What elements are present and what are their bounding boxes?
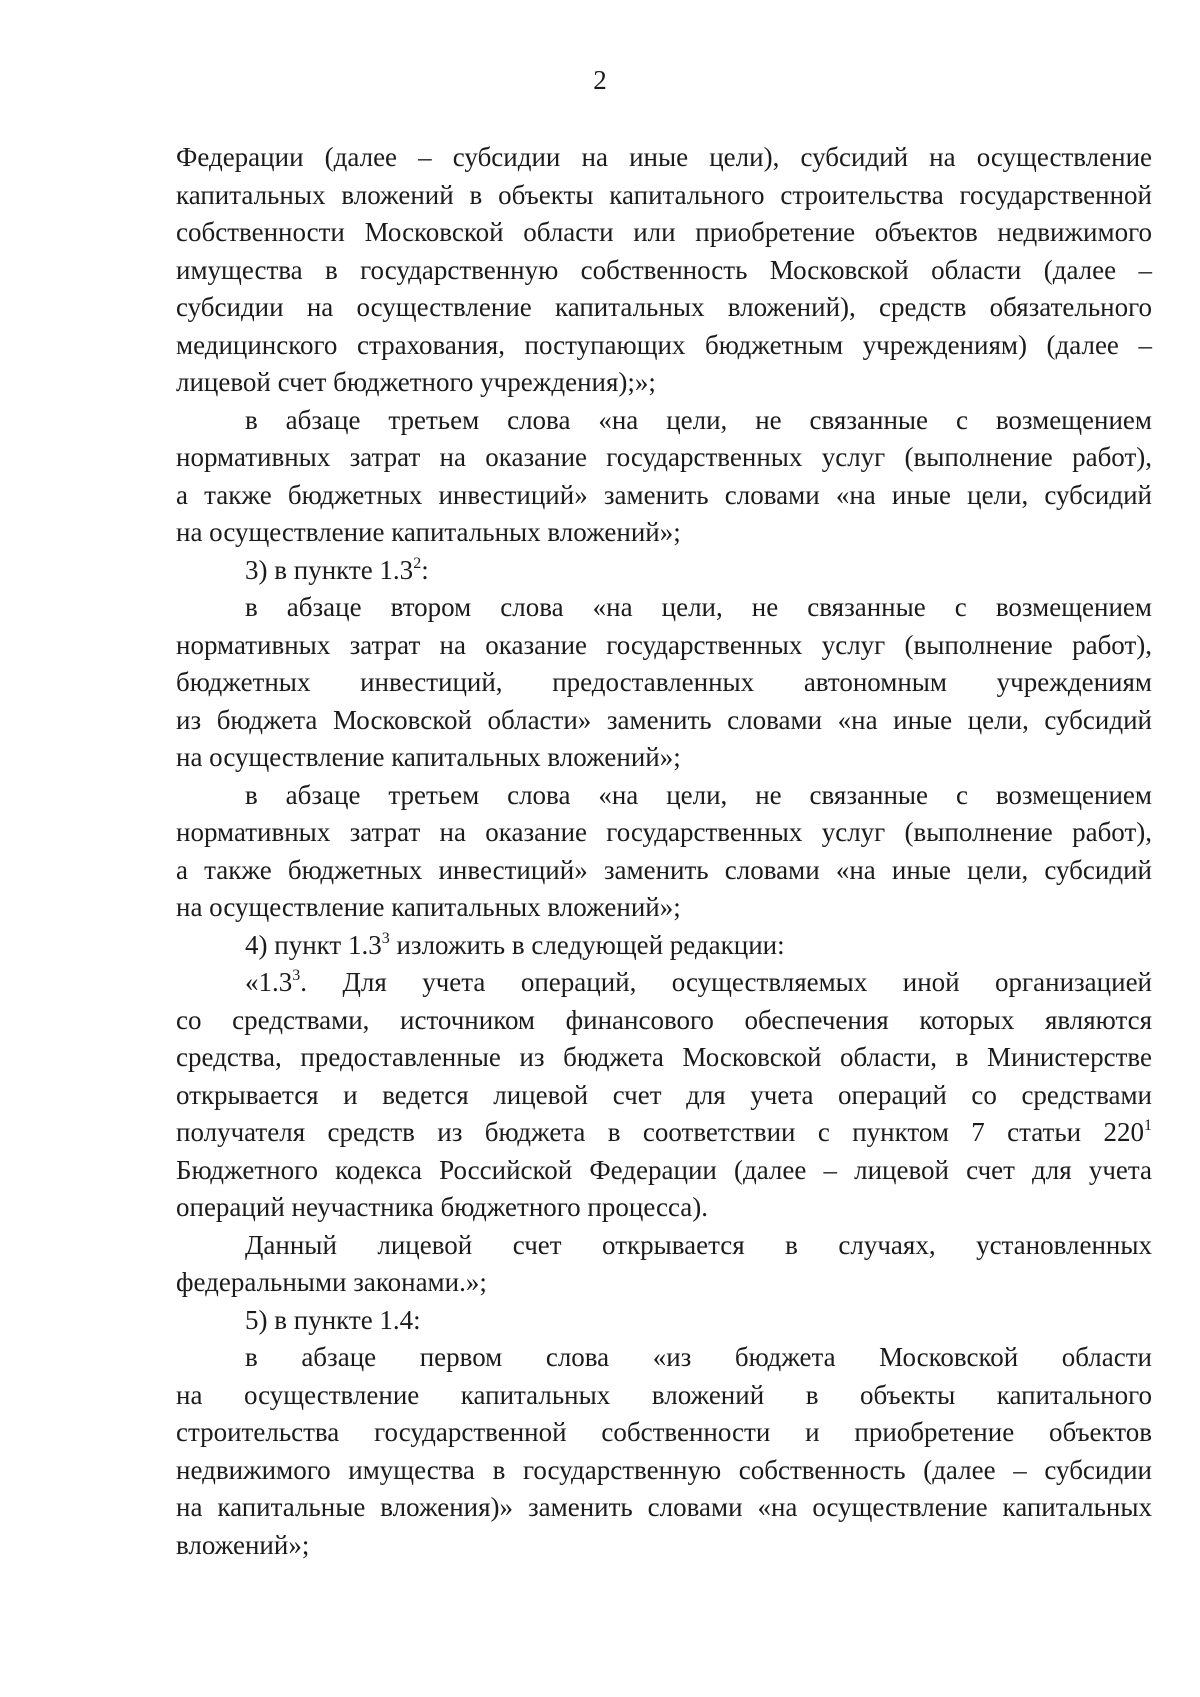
- text-line: [176, 589, 1152, 627]
- line-text: федеральными законами.»;: [176, 1267, 487, 1297]
- text-line: [176, 177, 1152, 215]
- text-line: [176, 1377, 1152, 1415]
- text-line: [176, 477, 1152, 515]
- text-line: [176, 1339, 1152, 1377]
- line-text: Данный лицевой счет открывается в случаях, установленных: [245, 1229, 1152, 1260]
- superscript: 1: [1144, 1117, 1152, 1134]
- text-line: [176, 402, 1152, 440]
- line-text: лицевой счет бюджетного учреждения);»;: [176, 367, 656, 397]
- line-text: имущества в государственную собственность Московской области (далее –: [176, 254, 1152, 285]
- text-line: [176, 702, 1152, 740]
- text-line: [176, 327, 1152, 365]
- text-line: [176, 139, 1152, 177]
- document-body: [176, 139, 1152, 1564]
- line-text: нормативных затрат на оказание государственных услуг (выполнение работ),: [176, 629, 1152, 660]
- text-line: [176, 1489, 1152, 1527]
- line-text: а также бюджетных инвестиций» заменить словами «на иные цели, субсидий: [176, 854, 1152, 885]
- line-text-continuation: изложить в следующей редакции:: [389, 929, 785, 960]
- line-text: из бюджета Московской области» заменить словами «на иные цели, субсидий: [176, 704, 1152, 735]
- line-text: на осуществление капитальных вложений»;: [176, 517, 681, 547]
- line-text: в абзаце втором слова «на цели, не связанные с возмещением: [245, 592, 1152, 622]
- text-line: [176, 739, 1152, 777]
- line-text: 4) пункт 1.3: [245, 929, 382, 960]
- line-text: в абзаце первом слова «из бюджета Московской области: [245, 1342, 1152, 1372]
- line-text: нормативных затрат на оказание государственных услуг (выполнение работ),: [176, 817, 1152, 847]
- page-number: 2: [593, 65, 607, 95]
- text-line: [176, 1527, 1152, 1565]
- text-line: [176, 214, 1152, 252]
- text-line: [176, 289, 1152, 327]
- line-text: капитальных вложений в объекты капитального строительства государственной: [176, 179, 1152, 210]
- text-line: [176, 1039, 1152, 1077]
- line-text: со средствами, источником финансового обеспечения которых являются: [176, 1004, 1152, 1035]
- text-line: [176, 1302, 1152, 1340]
- text-line: [176, 777, 1152, 815]
- superscript: 3: [292, 967, 301, 984]
- text-line: [176, 252, 1152, 290]
- line-text: открывается и ведется лицевой счет для учета операций со средствами: [176, 1079, 1152, 1110]
- text-line: [176, 1414, 1152, 1452]
- text-line: [176, 439, 1152, 477]
- line-text: операций неучастника бюджетного процесса).: [176, 1192, 708, 1222]
- text-line: [176, 514, 1152, 552]
- line-text: а также бюджетных инвестиций» заменить словами «на иные цели, субсидий: [176, 479, 1152, 510]
- line-text: субсидии на осуществление капитальных вложений), средств обязательного: [176, 292, 1152, 322]
- text-line: [176, 814, 1152, 852]
- text-line: [176, 1002, 1152, 1040]
- line-text: на осуществление капитальных вложений в объекты капитального: [176, 1379, 1152, 1410]
- line-text: на осуществление капитальных вложений»;: [176, 742, 681, 772]
- superscript: 3: [381, 929, 390, 947]
- text-line: [176, 964, 1152, 1002]
- superscript: 2: [413, 554, 422, 572]
- line-text: средства, предоставленные из бюджета Московской области, в Министерстве: [176, 1042, 1152, 1072]
- text-line: [176, 1264, 1152, 1302]
- line-text: 5) в пункте 1.4:: [245, 1304, 421, 1335]
- line-text: вложений»;: [176, 1529, 310, 1560]
- text-line: [176, 552, 1152, 590]
- line-text: медицинского страхования, поступающих бюджетным учреждениям) (далее –: [176, 329, 1152, 360]
- line-text: в абзаце третьем слова «на цели, не связанные с возмещением: [245, 404, 1152, 435]
- text-line: [176, 1227, 1152, 1265]
- text-line: [176, 1114, 1152, 1152]
- line-text: бюджетных инвестиций, предоставленных автономным учреждениям: [176, 667, 1152, 697]
- text-line: [176, 889, 1152, 927]
- line-text: на капитальные вложения)» заменить словами «на осуществление капитальных: [176, 1492, 1152, 1522]
- line-text: «1.3: [245, 967, 293, 997]
- line-text-continuation: :: [421, 554, 429, 585]
- text-line: [176, 852, 1152, 890]
- line-text: собственности Московской области или приобретение объектов недвижимого: [176, 217, 1152, 247]
- line-text: получателя средств из бюджета в соответствии с пунктом 7 статьи 220: [176, 1117, 1144, 1147]
- text-line: [176, 1452, 1152, 1490]
- line-text-continuation: . Для учета операций, осуществляемых иной организацией: [300, 967, 1152, 997]
- text-line: [176, 664, 1152, 702]
- line-text: в абзаце третьем слова «на цели, не связанные с возмещением: [245, 779, 1152, 810]
- line-text: 3) в пункте 1.3: [245, 554, 414, 585]
- line-text: Бюджетного кодекса Российской Федерации (далее – лицевой счет для учета: [176, 1154, 1152, 1185]
- text-line: [176, 1152, 1152, 1190]
- text-line: [176, 1189, 1152, 1227]
- line-text: нормативных затрат на оказание государственных услуг (выполнение работ),: [176, 442, 1152, 472]
- line-text: недвижимого имущества в государственную собственность (далее – субсидии: [176, 1454, 1152, 1485]
- line-text: строительства государственной собственности и приобретение объектов: [176, 1417, 1152, 1447]
- text-line: [176, 927, 1152, 965]
- text-line: [176, 627, 1152, 665]
- text-line: [176, 364, 1152, 402]
- line-text: на осуществление капитальных вложений»;: [176, 892, 681, 922]
- text-line: [176, 1077, 1152, 1115]
- line-text: Федерации (далее – субсидии на иные цели), субсидий на осуществление: [176, 142, 1152, 172]
